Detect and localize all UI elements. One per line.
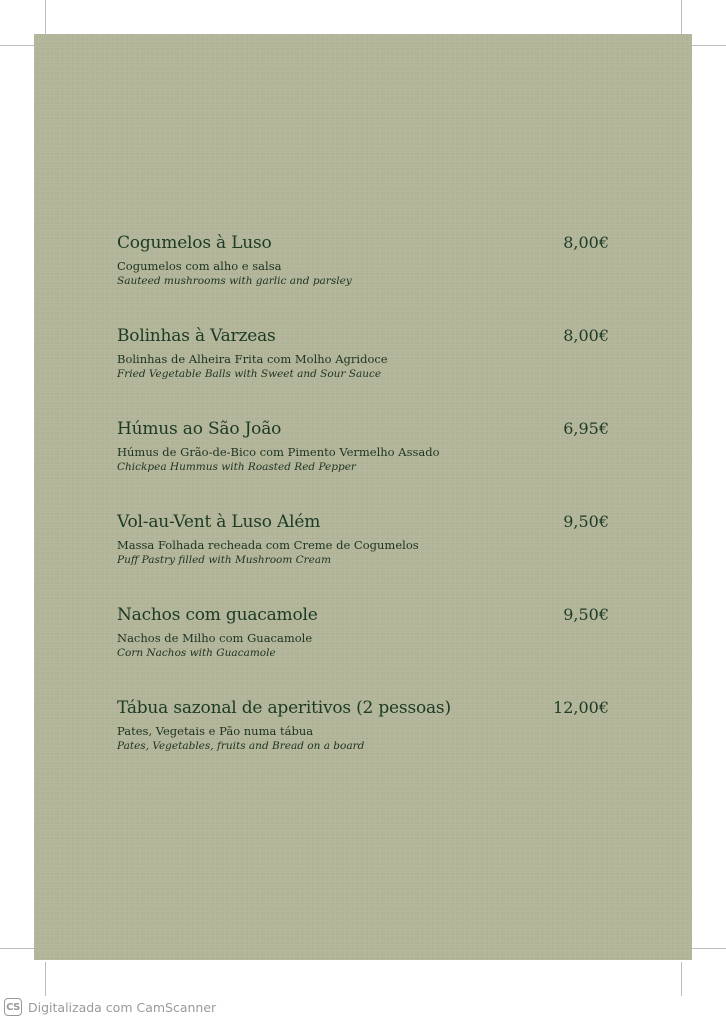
menu-item <box>117 326 609 419</box>
menu-item <box>117 605 609 698</box>
menu-item-price: 9,50€ <box>563 605 609 624</box>
crop-mark <box>681 962 682 996</box>
menu-item-price: 12,00€ <box>553 698 609 717</box>
crop-mark <box>45 962 46 996</box>
menu-item <box>117 233 609 326</box>
scanner-watermark <box>4 998 216 1016</box>
menu-item-price: 6,95€ <box>563 419 609 438</box>
crop-mark <box>0 948 36 949</box>
menu-item-description-pt: Nachos de Milho com Guacamole <box>117 631 313 645</box>
crop-mark <box>681 0 682 34</box>
menu-page <box>34 34 692 960</box>
menu-item-name: Nachos com guacamole <box>117 605 318 625</box>
crop-mark <box>0 45 36 46</box>
menu-item-description-pt: Pates, Vegetais e Pão numa tábua <box>117 724 314 738</box>
menu-item-name: Tábua sazonal de aperitivos (2 pessoas) <box>117 698 451 718</box>
menu-item-name: Húmus ao São João <box>117 419 282 439</box>
menu-item-description-pt: Húmus de Grão-de-Bico com Pimento Vermelho Assado <box>117 445 440 459</box>
menu-item <box>117 698 609 791</box>
crop-mark <box>690 45 726 46</box>
menu-item <box>117 512 609 605</box>
menu-item-price: 8,00€ <box>563 233 609 252</box>
menu-item-name: Vol-au-Vent à Luso Além <box>117 512 321 532</box>
menu-item-description-en: Corn Nachos with Guacamole <box>117 647 276 659</box>
crop-mark <box>45 0 46 34</box>
menu-list <box>117 233 609 791</box>
menu-item-name: Cogumelos à Luso <box>117 233 272 253</box>
menu-item-description-en: Chickpea Hummus with Roasted Red Pepper <box>117 461 356 473</box>
menu-item-description-pt: Bolinhas de Alheira Frita com Molho Agridoce <box>117 352 388 366</box>
menu-item-price: 9,50€ <box>563 512 609 531</box>
menu-item-name: Bolinhas à Varzeas <box>117 326 276 346</box>
menu-item <box>117 419 609 512</box>
scanner-watermark-text: Digitalizada com CamScanner <box>28 999 217 1015</box>
menu-item-description-en: Puff Pastry filled with Mushroom Cream <box>117 554 332 566</box>
camscanner-logo-icon: CS <box>4 998 22 1016</box>
menu-item-description-pt: Cogumelos com alho e salsa <box>117 259 282 273</box>
menu-item-description-pt: Massa Folhada recheada com Creme de Cogumelos <box>117 538 419 552</box>
crop-mark <box>690 948 726 949</box>
menu-item-price: 8,00€ <box>563 326 609 345</box>
menu-item-description-en: Pates, Vegetables, fruits and Bread on a board <box>117 740 365 752</box>
menu-item-description-en: Fried Vegetable Balls with Sweet and Sour Sauce <box>117 368 382 380</box>
menu-item-description-en: Sauteed mushrooms with garlic and parsley <box>117 275 352 287</box>
